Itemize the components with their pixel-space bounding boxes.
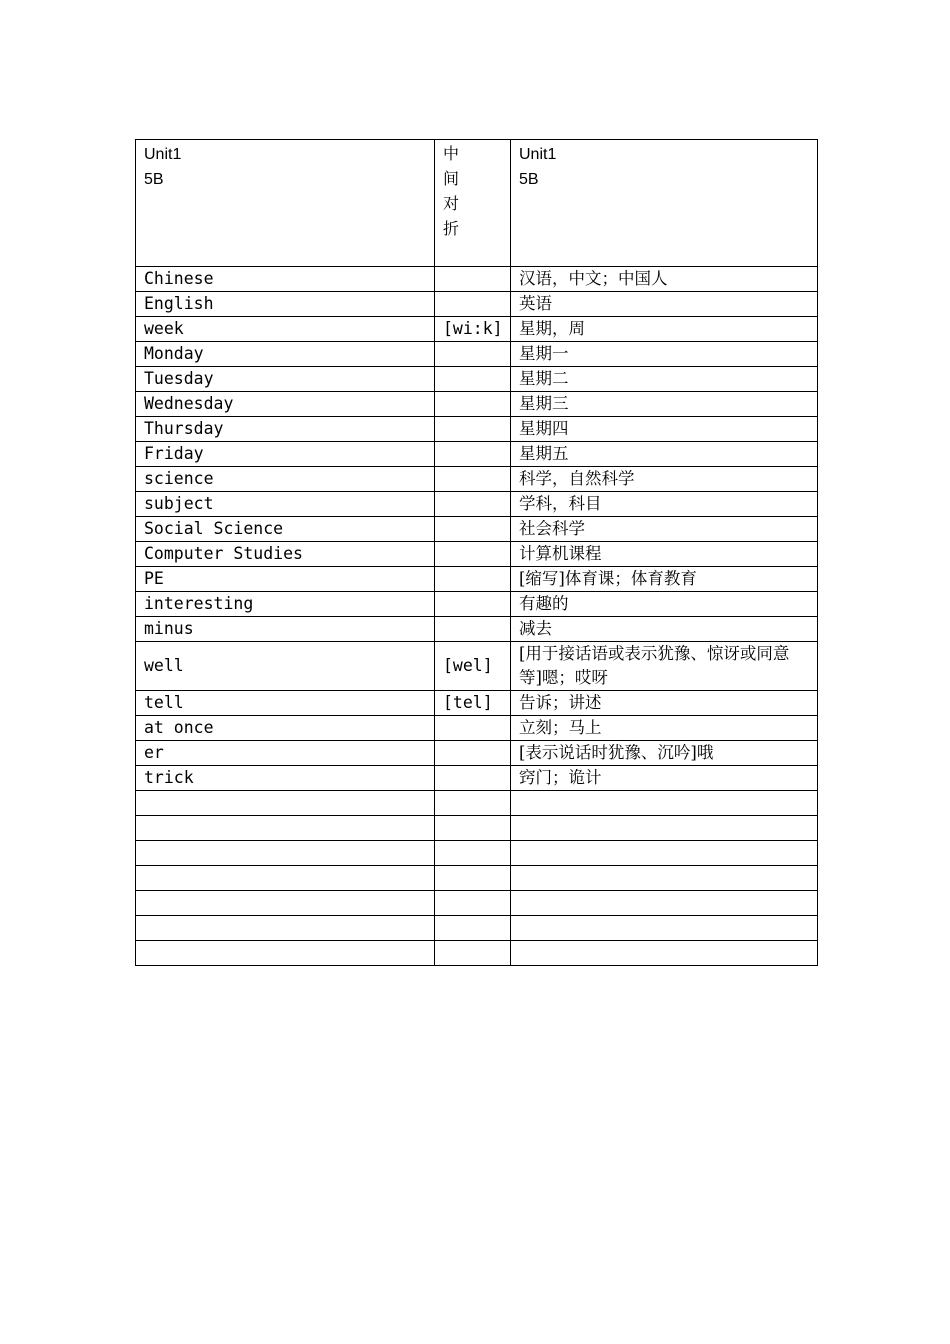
empty-row xyxy=(136,866,818,891)
vocab-meaning: 学科，科目 xyxy=(511,492,818,517)
vocab-phonetic xyxy=(435,392,511,417)
vocab-row xyxy=(136,592,818,617)
vocab-row xyxy=(136,517,818,542)
vocab-row xyxy=(136,392,818,417)
vocab-meaning: [表示说话时犹豫、沉吟]哦 xyxy=(511,741,818,766)
vocab-phonetic xyxy=(435,567,511,592)
vocab-row xyxy=(136,716,818,741)
vocab-word: PE xyxy=(136,567,435,592)
empty-row xyxy=(136,891,818,916)
empty-cell xyxy=(511,916,818,941)
empty-cell xyxy=(136,941,435,966)
vocab-row xyxy=(136,766,818,791)
vocab-word: Chinese xyxy=(136,267,435,292)
vocab-word: trick xyxy=(136,766,435,791)
header-middle-cell xyxy=(435,140,511,267)
vocab-meaning: 英语 xyxy=(511,292,818,317)
empty-cell xyxy=(435,916,511,941)
vocab-row xyxy=(136,567,818,592)
vocab-row xyxy=(136,342,818,367)
vocab-word: interesting xyxy=(136,592,435,617)
empty-cell xyxy=(136,841,435,866)
vocab-word: subject xyxy=(136,492,435,517)
vocab-meaning: [缩写]体育课；体育教育 xyxy=(511,567,818,592)
vocab-meaning: 星期二 xyxy=(511,367,818,392)
vocab-meaning: 社会科学 xyxy=(511,517,818,542)
empty-cell xyxy=(435,941,511,966)
empty-cell xyxy=(511,941,818,966)
vocab-row xyxy=(136,317,818,342)
vocabulary-table xyxy=(135,139,818,966)
empty-row xyxy=(136,791,818,816)
empty-cell xyxy=(511,791,818,816)
vocab-meaning: 计算机课程 xyxy=(511,542,818,567)
vocab-phonetic xyxy=(435,617,511,642)
empty-cell xyxy=(435,791,511,816)
vocab-word: minus xyxy=(136,617,435,642)
vocab-meaning: 科学，自然科学 xyxy=(511,467,818,492)
vocab-word: tell xyxy=(136,691,435,716)
vocab-word: Tuesday xyxy=(136,367,435,392)
fold-char-3: 对 xyxy=(443,196,460,213)
vocab-meaning: 汉语，中文；中国人 xyxy=(511,267,818,292)
header-row xyxy=(136,140,818,267)
vocab-phonetic xyxy=(435,417,511,442)
vocab-phonetic xyxy=(435,492,511,517)
vocab-row xyxy=(136,292,818,317)
vocab-meaning: 告诉；讲述 xyxy=(511,691,818,716)
vocab-meaning: 减去 xyxy=(511,617,818,642)
vocab-meaning: 星期三 xyxy=(511,392,818,417)
vocab-phonetic: [wel] xyxy=(435,642,511,691)
vocab-meaning: 窍门；诡计 xyxy=(511,766,818,791)
vocab-phonetic xyxy=(435,592,511,617)
empty-cell xyxy=(136,916,435,941)
vocab-row xyxy=(136,492,818,517)
empty-cell xyxy=(435,891,511,916)
vocab-meaning: 星期一 xyxy=(511,342,818,367)
vocab-word: Thursday xyxy=(136,417,435,442)
empty-cell xyxy=(136,791,435,816)
empty-cell xyxy=(136,891,435,916)
vocab-row xyxy=(136,691,818,716)
vocabulary-table-body xyxy=(136,140,818,966)
header-right-cell xyxy=(511,140,818,267)
empty-cell xyxy=(435,816,511,841)
vocab-row xyxy=(136,467,818,492)
empty-cell xyxy=(136,866,435,891)
empty-row xyxy=(136,916,818,941)
fold-char-4: 折 xyxy=(443,221,460,238)
empty-cell xyxy=(435,841,511,866)
empty-cell xyxy=(136,816,435,841)
header-left-cell xyxy=(136,140,435,267)
left-grade-label: 5B xyxy=(144,171,164,188)
vocab-phonetic xyxy=(435,766,511,791)
vocab-phonetic xyxy=(435,342,511,367)
vocab-phonetic: [wi:k] xyxy=(435,317,511,342)
vocab-phonetic: [tel] xyxy=(435,691,511,716)
vocab-word: er xyxy=(136,741,435,766)
empty-cell xyxy=(511,866,818,891)
vocab-word: Social Science xyxy=(136,517,435,542)
vocab-row xyxy=(136,267,818,292)
empty-cell xyxy=(511,816,818,841)
vocab-meaning: 星期，周 xyxy=(511,317,818,342)
vocab-row xyxy=(136,542,818,567)
vocab-phonetic xyxy=(435,367,511,392)
vocab-meaning: 立刻；马上 xyxy=(511,716,818,741)
empty-row xyxy=(136,941,818,966)
vocab-meaning: 星期四 xyxy=(511,417,818,442)
vocab-phonetic xyxy=(435,716,511,741)
vocab-phonetic xyxy=(435,467,511,492)
vocab-row xyxy=(136,617,818,642)
empty-row xyxy=(136,816,818,841)
fold-char-2: 间 xyxy=(443,171,460,188)
vocab-word: week xyxy=(136,317,435,342)
left-unit-title: Unit1 xyxy=(144,146,182,163)
vocab-meaning: [用于接话语或表示犹豫、惊讶或同意等]嗯；哎呀 xyxy=(511,642,818,691)
vocab-meaning: 星期五 xyxy=(511,442,818,467)
empty-cell xyxy=(511,891,818,916)
vocab-word: English xyxy=(136,292,435,317)
vocab-word: science xyxy=(136,467,435,492)
vocab-word: well xyxy=(136,642,435,691)
vocab-word: Wednesday xyxy=(136,392,435,417)
vocab-phonetic xyxy=(435,442,511,467)
empty-cell xyxy=(511,841,818,866)
vocab-row xyxy=(136,367,818,392)
vocab-phonetic xyxy=(435,517,511,542)
vocab-row xyxy=(136,417,818,442)
empty-cell xyxy=(435,866,511,891)
vocab-row xyxy=(136,741,818,766)
fold-char-1: 中 xyxy=(443,146,460,163)
right-unit-title: Unit1 xyxy=(519,146,557,163)
vocab-row xyxy=(136,442,818,467)
vocab-word: Computer Studies xyxy=(136,542,435,567)
vocab-phonetic xyxy=(435,542,511,567)
vocab-word: Monday xyxy=(136,342,435,367)
vocab-word: at once xyxy=(136,716,435,741)
vocab-phonetic xyxy=(435,267,511,292)
vocab-row xyxy=(136,642,818,691)
vocab-phonetic xyxy=(435,292,511,317)
vocab-phonetic xyxy=(435,741,511,766)
vocab-word: Friday xyxy=(136,442,435,467)
right-grade-label: 5B xyxy=(519,171,539,188)
empty-row xyxy=(136,841,818,866)
vocab-meaning: 有趣的 xyxy=(511,592,818,617)
